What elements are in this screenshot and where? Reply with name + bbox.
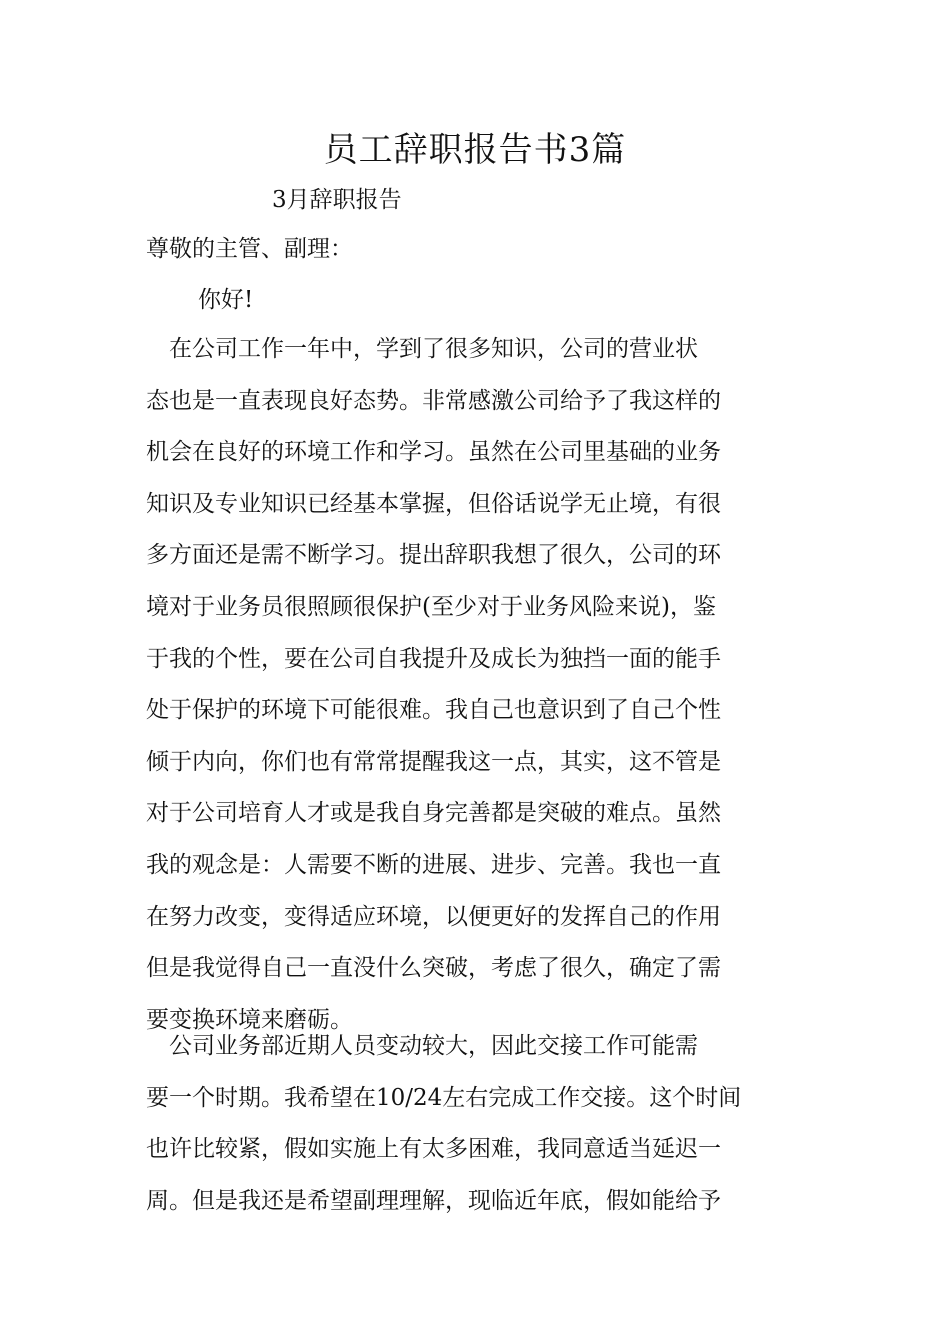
paragraph-line: 公司业务部近期人员变动较大，因此交接工作可能需 — [146, 1033, 698, 1059]
paragraph-line: 倾于内向，你们也有常常提醒我这一点，其实，这不管是 — [146, 748, 721, 775]
document-title: 员工辞职报告书3篇 — [323, 130, 627, 170]
greeting: 你好! — [198, 287, 254, 313]
paragraph-line: 我的观念是：人需要不断的进展、进步、完善。我也一直 — [146, 851, 721, 878]
paragraph-line: 处于保护的环境下可能很难。我自己也意识到了自己个性 — [146, 697, 721, 724]
paragraph-line: 周。但是我还是希望副理理解，现临近年底，假如能给予 — [146, 1187, 721, 1214]
paragraph-line: 机会在良好的环境工作和学习。虽然在公司里基础的业务 — [146, 439, 721, 466]
paragraph-2 — [146, 1021, 818, 1227]
paragraph-line: 要一个时期。我希望在10/24左右完成工作交接。这个时间 — [146, 1084, 742, 1111]
paragraph-line: 要变换环境来磨砺。 — [146, 1006, 353, 1033]
paragraph-line: 境对于业务员很照顾很保护(至少对于业务风险来说)，鉴 — [146, 593, 716, 620]
paragraph-line: 对于公司培育人才或是我自身完善都是突破的难点。虽然 — [146, 800, 721, 827]
salutation: 尊敬的主管、副理： — [146, 236, 353, 262]
paragraph-line: 但是我觉得自己一直没什么突破，考虑了很久，确定了需 — [146, 955, 721, 982]
paragraph-line: 于我的个性，要在公司自我提升及成长为独挡一面的能手 — [146, 645, 721, 672]
paragraph-line: 在公司工作一年中，学到了很多知识，公司的营业状 — [146, 336, 698, 362]
paragraph-line: 也许比较紧，假如实施上有太多困难，我同意适当延迟一 — [146, 1136, 721, 1163]
paragraph-line: 态也是一直表现良好态势。非常感激公司给予了我这样的 — [146, 387, 721, 414]
document-subtitle: 3月辞职报告 — [272, 187, 402, 213]
paragraph-line: 知识及专业知识已经基本掌握，但俗话说学无止境，有很 — [146, 490, 721, 517]
paragraph-line: 多方面还是需不断学习。提出辞职我想了很久，公司的环 — [146, 542, 721, 569]
paragraph-line: 在努力改变，变得适应环境，以便更好的发挥自己的作用 — [146, 903, 721, 930]
paragraph-1 — [146, 324, 818, 1046]
